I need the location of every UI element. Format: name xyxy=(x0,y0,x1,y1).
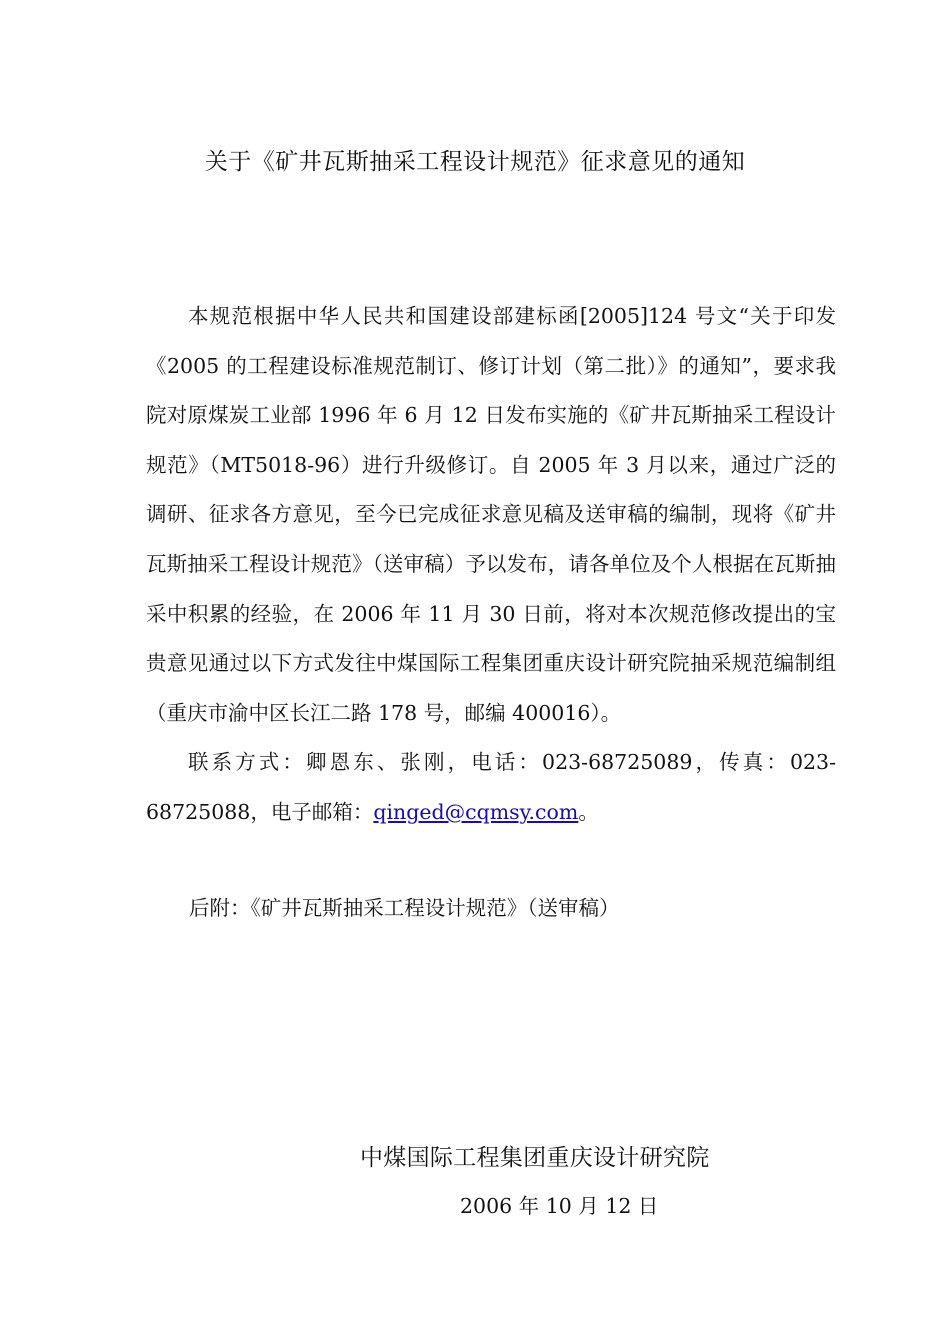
main-paragraph: 本规范根据中华人民共和国建设部建标函[2005]124 号文“关于印发《2005 的工程建设标准规范制订、修订计划（第二批）》的通知”，要求我院对原煤炭工业部 1996 年 6 月 12 日发布实施的《矿井瓦斯抽采工程设计规范》（MT5018-96）进行升级修订。自 2005 年 3 月以来，通过广泛的调研、征求各方意见，至今已完成征求意见稿及送审稿的编制，现将《矿井瓦斯抽采工程设计规范》（送审稿）予以发布，请各单位及个人根据在瓦斯抽采中积累的经验，在 2006 年 11 月 30 日前，将对本次规范修改提出的宝贵意见通过以下方式发往中煤国际工程集团重庆设计研究院抽采规范编制组（重庆市渝中区长江二路 178 号，邮编 400016）。 xyxy=(146,304,836,725)
email-link[interactable]: qinged@cqmsy.com xyxy=(373,799,579,824)
attachment-note: 后附：《矿井瓦斯抽采工程设计规范》（送审稿） xyxy=(189,896,620,920)
issuing-organization: 中煤国际工程集团重庆设计研究院 xyxy=(360,1145,710,1171)
contact-end: 。 xyxy=(578,799,599,824)
issue-date: 2006 年 10 月 12 日 xyxy=(460,1194,659,1218)
document-title: 关于《矿井瓦斯抽采工程设计规范》征求意见的通知 xyxy=(204,149,746,175)
contact-text: 联系方式：卿恩东、张刚，电话：023-68725089，传真：023-68725088，电子邮箱： xyxy=(146,750,836,824)
document-body xyxy=(146,292,836,838)
contact-paragraph xyxy=(146,738,836,837)
